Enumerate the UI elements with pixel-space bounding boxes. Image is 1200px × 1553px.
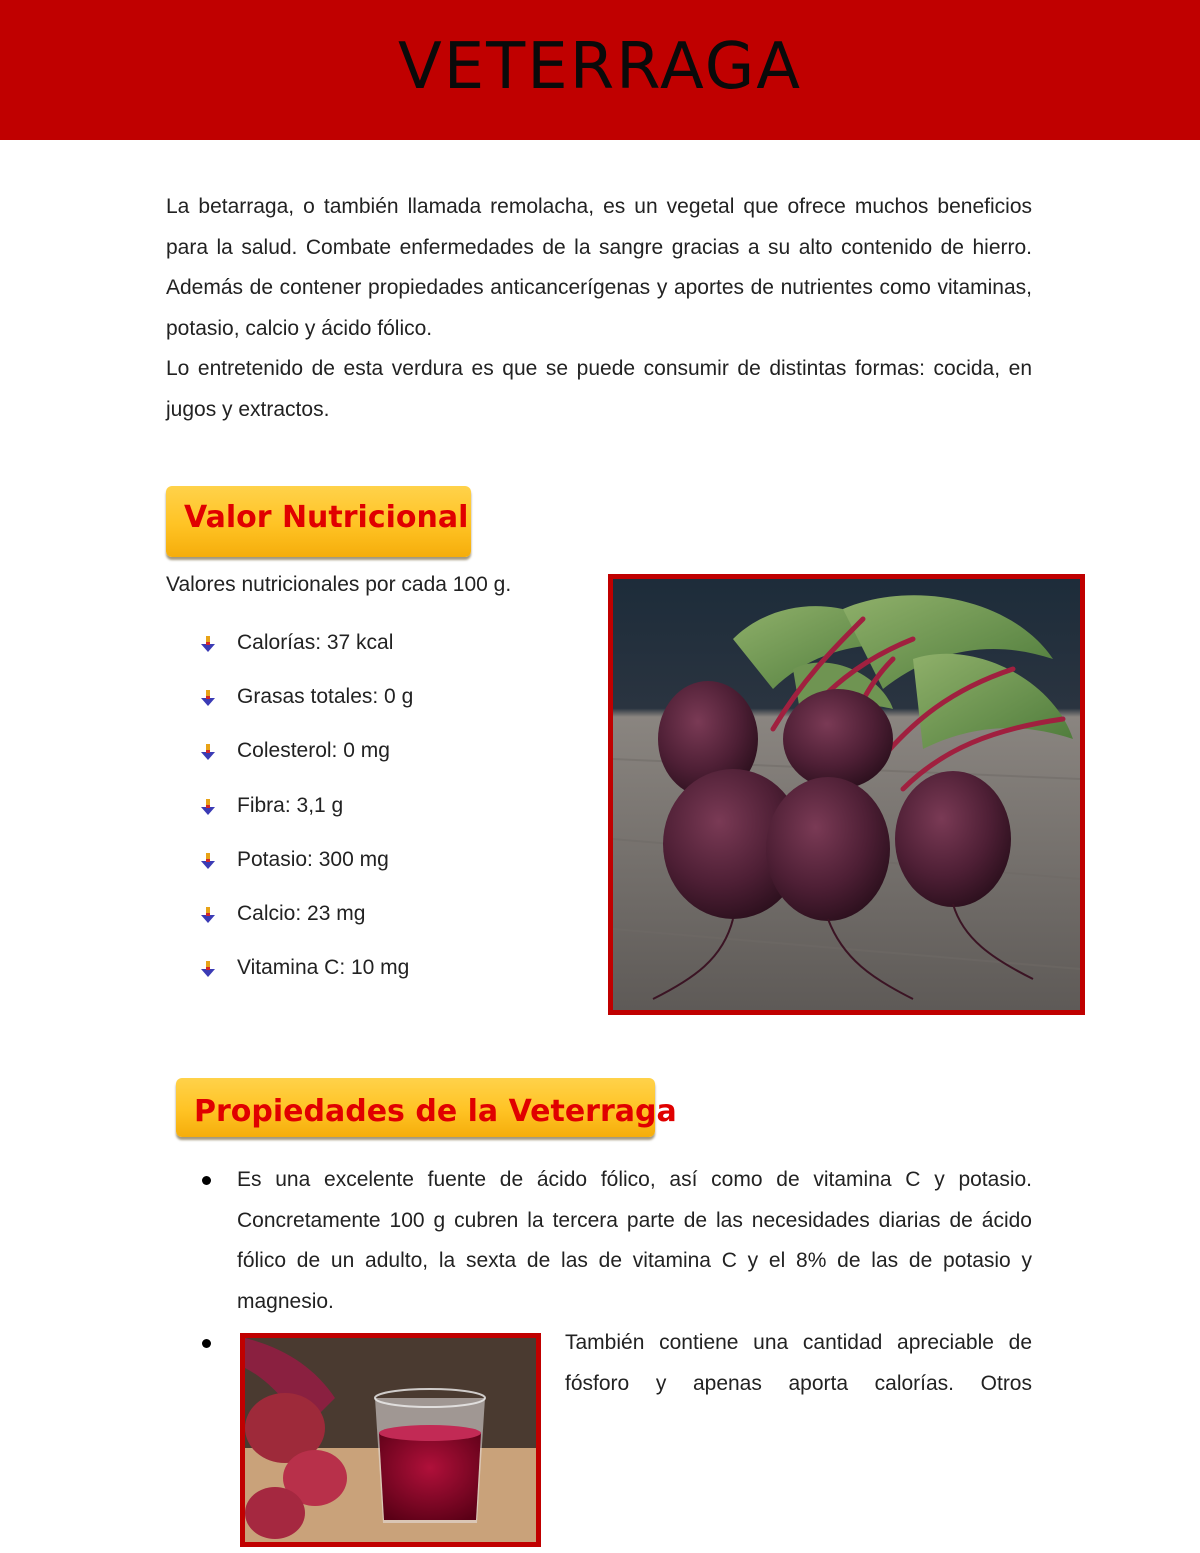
list-item xyxy=(200,1160,1032,1322)
properties-list xyxy=(200,1160,1032,1322)
title-banner xyxy=(0,0,1200,140)
nutrition-item-text: Fibra: 3,1 g xyxy=(237,793,344,817)
nutrition-item-text: Calorías: 37 kcal xyxy=(237,631,394,654)
arrow-down-bullet-icon xyxy=(200,852,216,870)
page-title: VETERRAGA xyxy=(397,30,803,104)
intro-paragraph-2: Lo entretenido de esta verdura es que se puede consumir de distintas formas: cocida, en jugos y extractos. xyxy=(166,357,1032,421)
nutrition-item-text: Grasas totales: 0 g xyxy=(237,685,414,709)
list-item xyxy=(200,898,413,952)
list-item xyxy=(200,952,413,1006)
beets-photo xyxy=(608,574,1085,1015)
beet-juice-photo xyxy=(240,1333,541,1547)
arrow-down-bullet-icon xyxy=(200,635,216,653)
intro-paragraph-1: La betarraga, o también llamada remolacha, es un vegetal que ofrece muchos beneficios para la salud. Combate enfermedades de la sangre gracias a su alto contenido de hierro. Además de contener propiedades anticancerígenas y aportes de nutrientes como vitaminas, potasio, calcio y ácido fólico. xyxy=(166,195,1032,340)
nutrition-item-text: Calcio: 23 mg xyxy=(237,901,366,925)
beets-illustration xyxy=(613,579,1080,1010)
arrow-down-bullet-icon xyxy=(200,689,216,707)
list-item xyxy=(200,735,413,789)
arrow-down-bullet-icon xyxy=(200,906,216,924)
bullet-dot-icon xyxy=(202,1176,211,1185)
arrow-down-bullet-icon xyxy=(200,798,216,816)
list-item xyxy=(200,681,413,735)
nutrition-heading: Valor Nutricional xyxy=(184,500,469,535)
beet-juice-illustration xyxy=(245,1338,536,1542)
intro-section xyxy=(166,187,1032,430)
nutrition-item-text: Potasio: 300 mg xyxy=(237,847,389,871)
nutrition-intro: Valores nutricionales por cada 100 g. xyxy=(166,573,512,596)
arrow-down-bullet-icon xyxy=(200,960,216,978)
arrow-down-bullet-icon xyxy=(200,743,216,761)
properties-item-1: Es una excelente fuente de ácido fólico, así como de vitamina C y potasio. Concretamente 100 g cubren la tercera parte de las necesidades diarias de ácido fólico de un adulto, la sexta de las de vitamina C y el 8% de las de potasio y magnesio. xyxy=(237,1168,1032,1313)
nutrition-item-text: Colesterol: 0 mg xyxy=(237,739,390,763)
nutrition-list xyxy=(200,627,413,1006)
list-item xyxy=(200,627,413,681)
list-item xyxy=(200,844,413,898)
list-item xyxy=(200,790,413,844)
nutrition-item-text: Vitamina C: 10 mg xyxy=(237,956,410,980)
nutrition-heading-box xyxy=(166,486,471,557)
properties-item-2: También contiene una cantidad apreciable de fósforo y apenas aporta calorías. Otros xyxy=(565,1331,1032,1395)
bullet-dot-icon xyxy=(202,1339,211,1348)
properties-heading-box xyxy=(176,1078,677,1137)
properties-heading: Propiedades de la Veterraga xyxy=(194,1094,677,1129)
